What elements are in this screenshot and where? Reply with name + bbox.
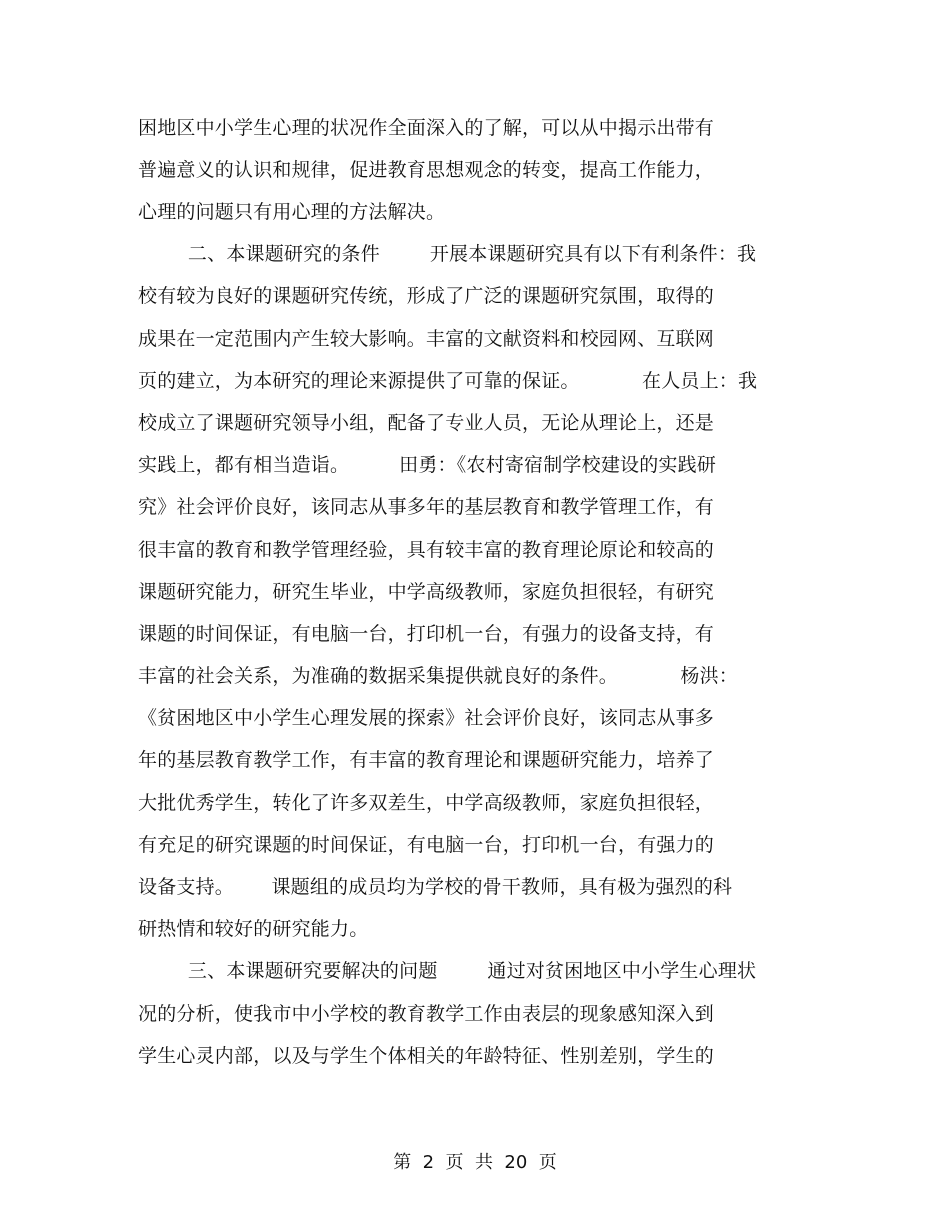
text-line: 成果在一定范围内产生较大影响。丰富的文献资料和校园网、互联网 xyxy=(138,328,715,350)
text-line: 丰富的社会关系，为准确的数据采集提供就良好的条件。 杨洪： xyxy=(138,665,738,687)
text-line: 普遍意义的认识和规律，促进教育思想观念的转变，提高工作能力， xyxy=(138,159,715,181)
page-number-footer: 第 2 页 共 20 页 xyxy=(393,1152,557,1173)
text-line: 设备支持。 课题组的成员均为学校的骨干教师，具有极为强烈的科 xyxy=(138,876,733,898)
text-line: 三、本课题研究要解决的问题 通过对贫困地区中小学生心理状 xyxy=(138,960,757,982)
text-line: 校有较为良好的课题研究传统，形成了广泛的课题研究氛围，取得的 xyxy=(138,285,715,307)
text-line: 很丰富的教育和教学管理经验，具有较丰富的教育理论原论和较高的 xyxy=(138,539,715,561)
text-line: 大批优秀学生，转化了许多双差生，中学高级教师，家庭负担很轻， xyxy=(138,792,715,814)
text-line: 校成立了课题研究领导小组，配备了专业人员，无论从理论上，还是 xyxy=(138,412,715,434)
text-line: 况的分析，使我市中小学校的教育教学工作由表层的现象感知深入到 xyxy=(138,1003,715,1025)
text-line: 课题研究能力，研究生毕业，中学高级教师，家庭负担很轻，有研究 xyxy=(138,581,715,603)
text-line: 心理的问题只有用心理的方法解决。 xyxy=(138,201,446,223)
text-line: 《贫困地区中小学生心理发展的探索》社会评价良好，该同志从事多 xyxy=(138,707,715,729)
text-line: 究》社会评价良好，该同志从事多年的基层教育和教学管理工作，有 xyxy=(138,496,715,518)
text-line: 实践上，都有相当造诣。 田勇：《农村寄宿制学校建设的实践研 xyxy=(138,454,717,476)
text-line: 二、本课题研究的条件 开展本课题研究具有以下有利条件：我 xyxy=(138,243,757,265)
text-line: 困地区中小学生心理的状况作全面深入的了解，可以从中揭示出带有 xyxy=(138,117,715,139)
text-line: 研热情和较好的研究能力。 xyxy=(138,918,369,940)
text-line: 年的基层教育教学工作，有丰富的教育理论和课题研究能力，培养了 xyxy=(138,749,715,771)
text-line: 有充足的研究课题的时间保证，有电脑一台，打印机一台，有强力的 xyxy=(138,834,715,856)
text-line: 页的建立，为本研究的理论来源提供了可靠的保证。 在人员上：我 xyxy=(138,370,758,392)
text-line: 课题的时间保证，有电脑一台，打印机一台，有强力的设备支持，有 xyxy=(138,623,715,645)
text-line: 学生心灵内部，以及与学生个体相关的年龄特征、性别差别，学生的 xyxy=(138,1045,715,1067)
